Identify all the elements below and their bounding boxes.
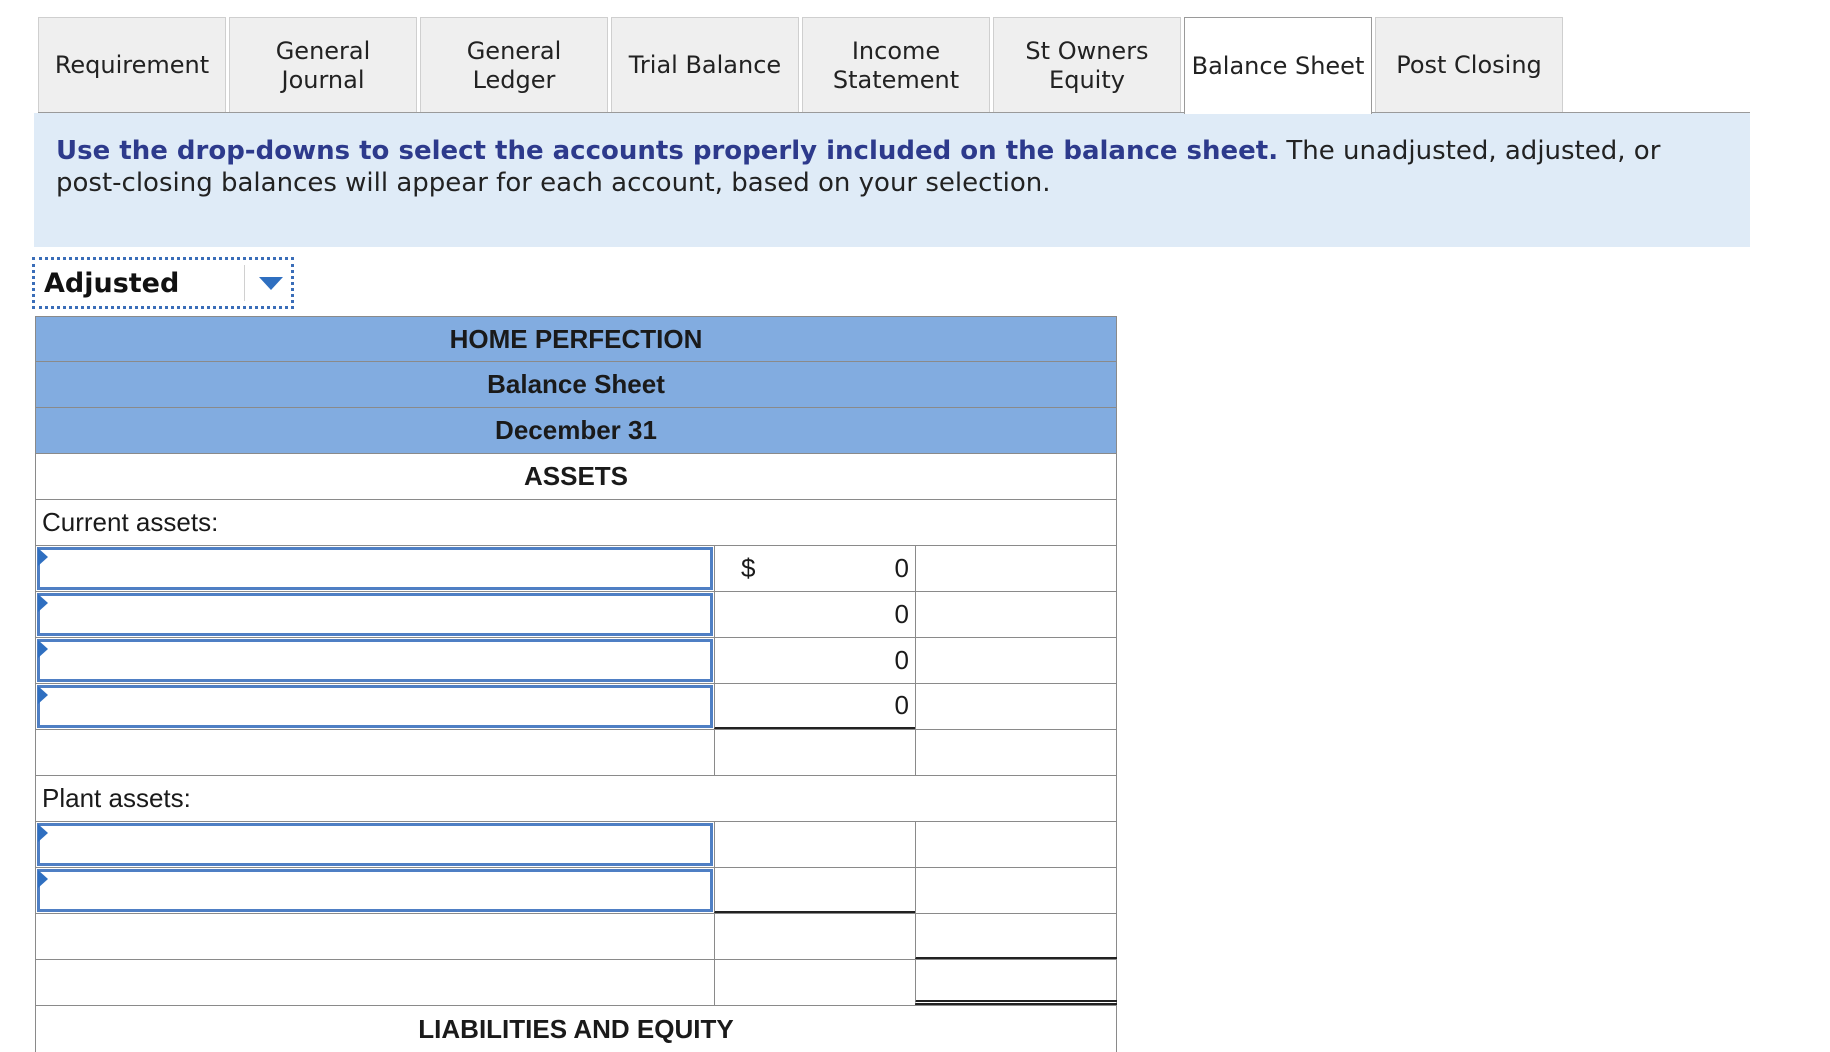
account-cell[interactable] (36, 730, 714, 775)
table-row (35, 638, 1117, 684)
tab-income-statement[interactable] (802, 17, 990, 113)
account-select[interactable] (37, 593, 713, 636)
instruction-bold: Use the drop-downs to select the accounts properly included on the balance sheet. (56, 136, 1279, 166)
tab-bar (38, 17, 1566, 113)
account-select[interactable] (37, 547, 713, 590)
table-row (35, 914, 1117, 960)
amount-cell[interactable] (714, 868, 915, 913)
current-assets-row (35, 500, 1117, 546)
account-cell (36, 592, 714, 637)
account-cell (36, 638, 714, 683)
dollar-sign: $ (741, 553, 756, 583)
statement-date-row (35, 408, 1117, 454)
tab-balance-sheet[interactable] (1184, 17, 1372, 114)
company-name: HOME PERFECTION (449, 323, 703, 354)
amount-value: 0 (894, 599, 909, 629)
amount-cell[interactable] (714, 914, 915, 959)
plant-assets-row (35, 776, 1117, 822)
tab-label: Requirement (54, 51, 210, 79)
balance-type-value: Adjusted (44, 267, 180, 299)
amount-cell (714, 546, 915, 591)
tab-st-owners-equity[interactable] (993, 17, 1181, 113)
amount-value: 0 (894, 690, 909, 720)
balance-sheet-table (35, 316, 1117, 1052)
dropdown-flag-icon (38, 640, 48, 658)
amount-cell[interactable] (714, 730, 915, 775)
account-select[interactable] (37, 869, 713, 912)
account-cell (36, 684, 714, 729)
account-cell[interactable] (36, 914, 714, 959)
tab-general-ledger[interactable] (420, 17, 608, 113)
account-cell[interactable] (36, 960, 714, 1005)
liabilities-heading-row (35, 1006, 1117, 1052)
total-cell[interactable] (915, 914, 1117, 959)
assets-heading-row (35, 454, 1117, 500)
table-row (35, 868, 1117, 914)
tab-requirement[interactable] (38, 17, 226, 113)
dropdown-flag-icon (38, 686, 48, 704)
amount-cell (714, 592, 915, 637)
dropdown-flag-icon (38, 594, 48, 612)
dropdown-flag-icon (38, 870, 48, 888)
plant-assets-label: Plant assets: (42, 783, 191, 813)
account-cell (36, 546, 714, 591)
total-cell[interactable] (915, 730, 1117, 775)
total-cell[interactable] (915, 822, 1117, 867)
tab-general-journal[interactable] (229, 17, 417, 113)
table-row (35, 684, 1117, 730)
total-current-assets-row (35, 730, 1117, 776)
table-row (35, 546, 1117, 592)
table-row (35, 592, 1117, 638)
amount-value: 0 (894, 645, 909, 675)
total-cell[interactable] (915, 546, 1117, 591)
tab-label: St Owners Equity (1025, 36, 1149, 94)
account-select[interactable] (37, 823, 713, 866)
tab-label: General Ledger (466, 36, 562, 94)
table-row (35, 822, 1117, 868)
amount-cell[interactable] (714, 822, 915, 867)
tab-trial-balance[interactable] (611, 17, 799, 113)
statement-date: December 31 (495, 415, 657, 445)
balance-type-select[interactable] (32, 257, 294, 309)
total-cell[interactable] (915, 868, 1117, 913)
dropdown-flag-icon (38, 824, 48, 842)
account-select[interactable] (37, 685, 713, 728)
total-cell[interactable] (915, 592, 1117, 637)
dropdown-flag-icon (38, 548, 48, 566)
select-divider (244, 265, 245, 301)
total-cell[interactable] (915, 638, 1117, 683)
liabilities-heading: LIABILITIES AND EQUITY (418, 1013, 734, 1044)
current-assets-label: Current assets: (42, 507, 219, 537)
amount-cell (714, 684, 915, 729)
tab-label: Income Statement (832, 36, 960, 94)
instruction-text: The unadjusted, adjusted, or post-closing balances will appear for each account, based on your selection. (56, 136, 1661, 198)
total-cell[interactable] (915, 960, 1117, 1005)
tab-post-closing[interactable] (1375, 17, 1563, 113)
company-name-row (35, 316, 1117, 362)
instruction-panel (34, 113, 1750, 247)
account-select[interactable] (37, 639, 713, 682)
chevron-down-icon (259, 277, 283, 290)
tab-label: Post Closing (1396, 51, 1542, 79)
amount-cell (714, 638, 915, 683)
amount-cell[interactable] (714, 960, 915, 1005)
tab-label: Trial Balance (628, 51, 782, 79)
total-assets-row (35, 960, 1117, 1006)
account-cell (36, 822, 714, 867)
total-cell[interactable] (915, 684, 1117, 729)
statement-title: Balance Sheet (487, 369, 665, 399)
assets-heading: ASSETS (523, 461, 629, 491)
tab-label: Balance Sheet (1191, 51, 1365, 80)
tab-label: General Journal (275, 36, 371, 94)
account-cell (36, 868, 714, 913)
amount-value: 0 (894, 553, 909, 583)
statement-title-row (35, 362, 1117, 408)
